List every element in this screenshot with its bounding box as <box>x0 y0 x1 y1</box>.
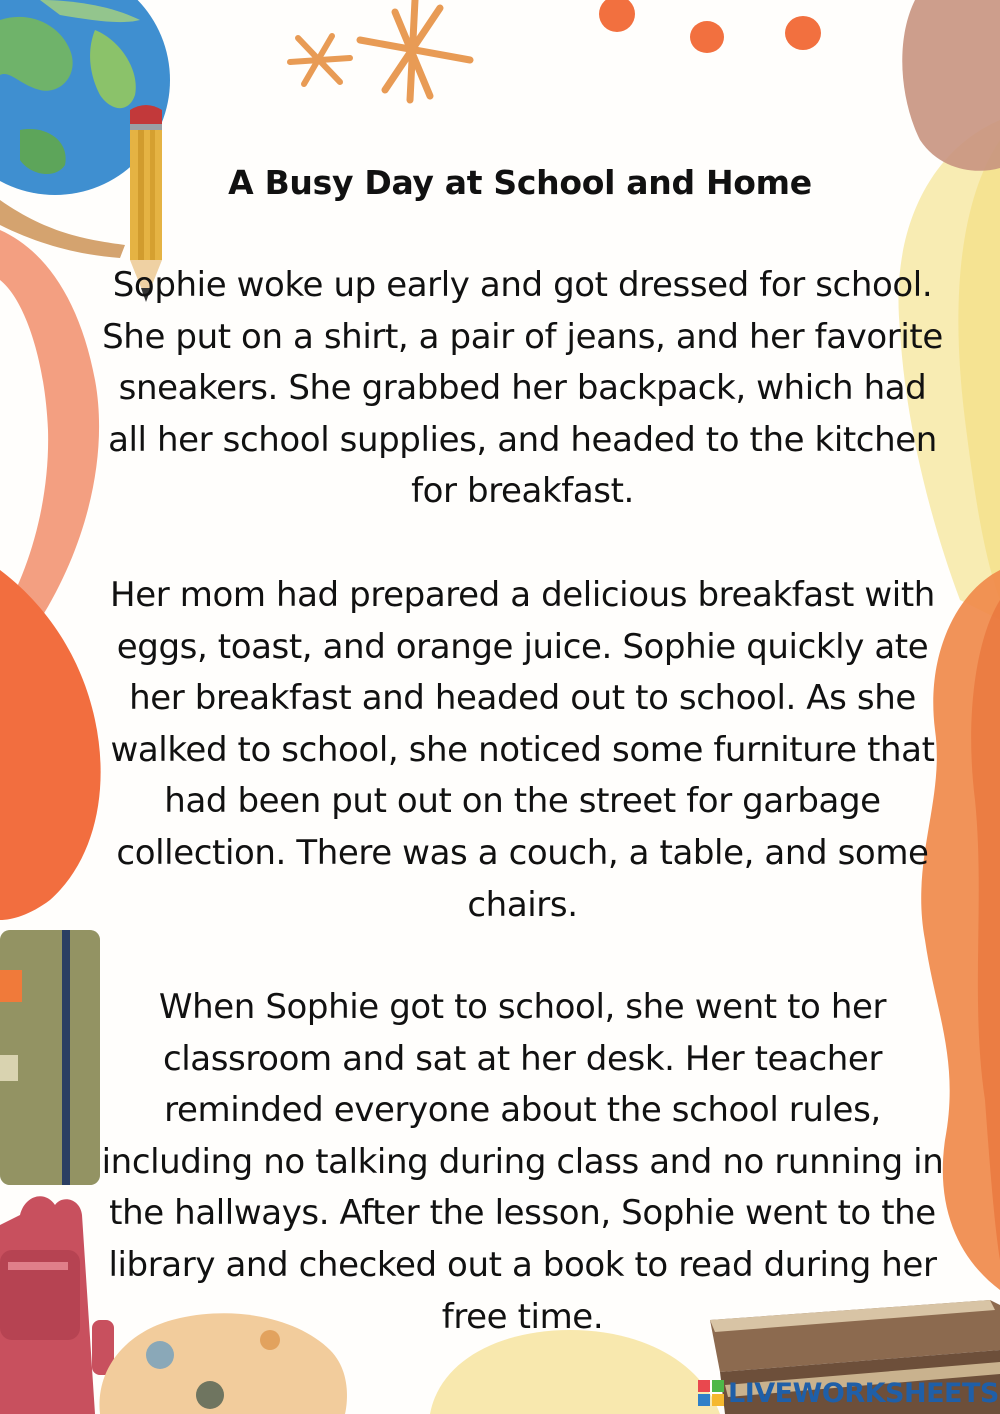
backpack-icon <box>0 1196 114 1414</box>
story-paragraph-1: Sophie woke up early and got dressed for school. She put on a shirt, a pair of jeans, and her favorite sneakers. She grabbed her backpack, which had all her school supplies, and headed to the kitchen for breakfast. <box>102 265 943 512</box>
notebook-icon <box>0 930 100 1185</box>
liveworksheets-logo-text: LIVEWORKSHEETS <box>728 1377 999 1409</box>
paint-splash-icon <box>902 0 1000 171</box>
story-paragraph-2: Her mom had prepared a delicious breakfast with eggs, toast, and orange juice. Sophie quickly ate her breakfast and headed out to school. As she walked to school, she noticed some furniture that had been put out on the street for garbage collection. There was a couch, a table, and some chairs. <box>110 575 935 925</box>
dot-icon <box>599 0 821 53</box>
liveworksheets-grid-icon <box>698 1380 724 1406</box>
star-burst-icon <box>360 0 470 100</box>
star-burst-icon <box>290 36 350 84</box>
liveworksheets-logo <box>698 1376 999 1410</box>
story-paragraph-3: When Sophie got to school, she went to her classroom and sat at her desk. Her teacher reminded everyone about the school rules, including no talking during class and no running in the hallways. After the lesson, Sophie went to the library and checked out a book to read during her free time. <box>101 987 944 1337</box>
worksheet-title: A Busy Day at School and Home <box>228 163 812 202</box>
paint-splash-icon <box>0 570 101 920</box>
